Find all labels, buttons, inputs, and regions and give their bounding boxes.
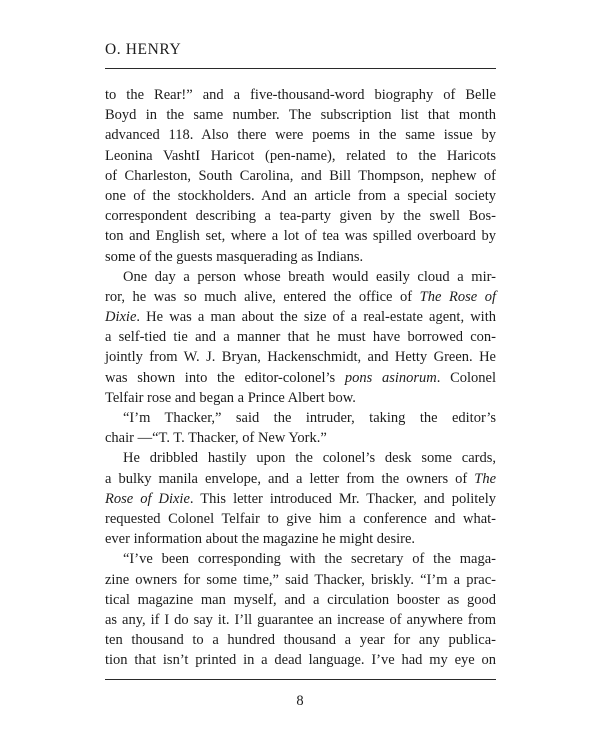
page-number: 8 <box>296 693 304 709</box>
text-line: Leonina VashtI Haricot (pen-name), related to the Haricots <box>105 147 496 164</box>
text-segment: . This letter introduced Mr. Thacker, and politely <box>189 490 496 507</box>
italic-text: pons asinorum <box>344 369 437 386</box>
text-line: jointly from W. J. Bryan, Hackenschmidt, and Hetty Green. He <box>105 349 496 366</box>
text-line: ton and English set, where a lot of tea was spilled overboard by <box>105 228 496 245</box>
text-line: ten thousand to a hundred thousand a year for any publica- <box>105 632 496 649</box>
text-line: as any, if I do say it. I’ll guarantee an increase of anywhere from <box>105 611 496 628</box>
italic-text: The <box>474 470 496 487</box>
text-segment: was shown into the editor-colonel’s <box>105 369 345 386</box>
text-line: correspondent describing a tea-party given by the swell Bos- <box>105 208 496 225</box>
text-segment: ror, he was so much alive, entered the office of <box>105 288 420 305</box>
text-line <box>105 489 496 509</box>
text-line: requested Colonel Telfair to give him a conference and what- <box>105 510 496 527</box>
italic-text: Rose of Dixie <box>105 490 190 507</box>
text-line: advanced 118. Also there were poems in the same issue by <box>105 127 496 144</box>
text-line <box>105 307 496 327</box>
text-line: “I’m Thacker,” said the intruder, taking the editor’s <box>123 410 496 426</box>
text-segment: . He was a man about the size of a real-estate agent, with <box>136 309 496 326</box>
text-line <box>105 368 496 388</box>
text-line: Telfair rose and began a Prince Albert bow. <box>105 389 356 406</box>
text-line: “I’ve been corresponding with the secretary of the maga- <box>123 551 496 568</box>
text-line: One day a person whose breath would easily cloud a mir- <box>123 268 496 285</box>
text-line: of Charleston, South Carolina, and Bill Thompson, nephew of <box>105 167 496 184</box>
text-line: some of the guests masquerading as Indians. <box>105 248 364 265</box>
text-line: He dribbled hastily upon the colonel’s desk some cards, <box>123 450 496 467</box>
body-text <box>105 85 496 670</box>
text-line: zine owners for some time,” said Thacker, briskly. “I’m a prac- <box>105 571 496 588</box>
text-line <box>105 287 496 307</box>
text-line: to the Rear!” and a five-thousand-word biography of Belle <box>105 87 496 103</box>
text-line: a self-tied tie and a manner that he must have borrowed con- <box>105 329 496 346</box>
text-line: chair —“T. T. Thacker, of New York.” <box>105 430 327 447</box>
italic-text: The Rose of <box>419 288 496 305</box>
text-segment: a bulky manila envelope, and a letter from the owners of <box>105 470 475 487</box>
text-line: Boyd in the same number. The subscription list that month <box>105 107 496 124</box>
text-line: ever information about the magazine he might desire. <box>105 531 416 548</box>
text-line: tion that isn’t printed in a dead language. I’ve had my eye on <box>105 652 496 669</box>
text-line: one of the stockholders. And an article from a special society <box>105 187 496 204</box>
italic-text: Dixie <box>105 309 137 326</box>
text-line <box>105 469 496 489</box>
running-head: O. HENRY <box>105 41 182 58</box>
header-rule <box>105 68 496 69</box>
text-segment: . Colonel <box>436 369 496 386</box>
text-line: tical magazine man myself, and a circulation booster as good <box>105 591 496 608</box>
footer-rule <box>105 679 496 680</box>
